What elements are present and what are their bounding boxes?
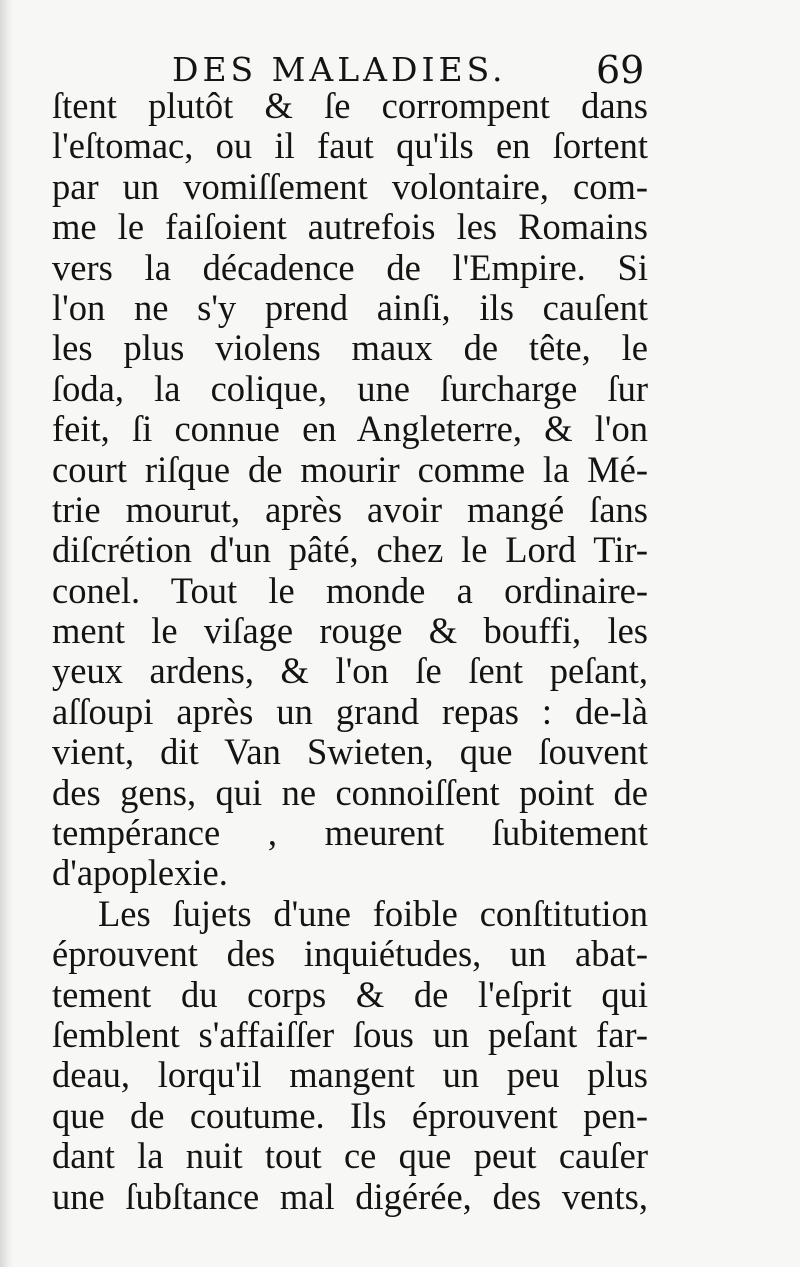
text-line: ſoda, la colique, une ſurcharge ſur [52, 367, 648, 409]
text-line: ment le viſage rouge & bouffi, les [52, 610, 648, 652]
text-line: d'apoplexie. [52, 852, 228, 894]
body-text [52, 86, 648, 1217]
text-line: me le faiſoient autrefois les Romains [52, 206, 648, 248]
text-line: tement du corps & de l'eſprit qui [52, 973, 648, 1015]
page-number: 69 [596, 48, 645, 92]
text-line: aſſoupi après un grand repas : de-là [52, 690, 648, 732]
text-line: ſtent plutôt & ſe corrompent dans [52, 85, 648, 126]
running-head: DES MALADIES. [172, 50, 507, 89]
paragraph [52, 894, 648, 1217]
text-line: l'on ne s'y prend ainſi, ils cauſent [52, 286, 648, 328]
text-line: court riſque de mourir comme la Mé- [52, 448, 648, 490]
text-line: deau, lorqu'il mangent un peu plus [52, 1054, 648, 1096]
text-line: vers la décadence de l'Empire. Si [52, 246, 648, 288]
text-line: feit, ſi connue en Angleterre, & l'on [52, 408, 648, 450]
text-line: une ſubſtance mal digérée, des vents, [52, 1175, 648, 1217]
text-line: éprouvent des inquiétudes, un abat- [52, 933, 648, 975]
page-gutter-shadow [0, 0, 14, 1267]
text-line: tempérance , meurent ſubitement [52, 812, 648, 854]
text-line: conel. Tout le monde a ordinaire- [52, 569, 648, 611]
text-line: les plus violens maux de tête, le [52, 327, 648, 369]
text-line: l'eſtomac, ou il faut qu'ils en ſortent [52, 125, 648, 167]
text-line: ſemblent s'affaiſſer ſous un peſant far- [52, 1013, 648, 1055]
text-line: des gens, qui ne connoiſſent point de [52, 771, 648, 813]
text-line: dant la nuit tout ce que peut cauſer [52, 1135, 648, 1177]
text-line: par un vomiſſement volontaire, com- [52, 165, 648, 207]
text-line: Les ſujets d'une foible conſtitution [98, 892, 648, 934]
text-line: diſcrétion d'un pâté, chez le Lord Tir- [52, 529, 648, 571]
text-line: vient, dit Van Swieten, que ſouvent [52, 731, 648, 773]
text-line: que de coutume. Ils éprouvent pen- [52, 1094, 648, 1136]
text-line: yeux ardens, & l'on ſe ſent peſant, [52, 650, 648, 692]
paragraph [52, 86, 648, 894]
text-line: trie mourut, après avoir mangé ſans [52, 488, 648, 530]
